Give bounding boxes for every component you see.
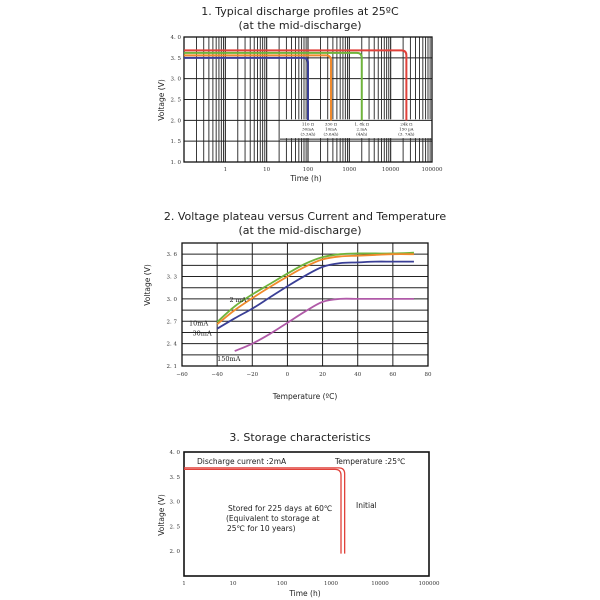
chart1-series-label: (3. 7Ah) (398, 131, 415, 137)
chart1-ytick-label: 2. 0 (170, 118, 181, 125)
chart2-xtick-label: 60 (389, 372, 397, 378)
chart2-series-line (217, 262, 414, 329)
chart3-stored-note-line3: 25℃ for 10 years) (227, 524, 296, 533)
chart1-series-label: (3.3Ah) (300, 131, 316, 137)
chart1-xtick-label: 1 (223, 167, 228, 173)
chart3-xtick-label: 100 (276, 581, 288, 587)
chart2-annotation: 30mA (192, 329, 212, 338)
chart1-series-label: (4Ah) (356, 131, 368, 137)
chart3-xtick-label: 1 (182, 581, 186, 587)
chart1-xtick-label: 100 (302, 167, 314, 173)
chart1-ytick-label: 3. 5 (170, 55, 181, 62)
chart3-initial-note: Initial (356, 501, 377, 510)
chart1-plot (171, 35, 443, 173)
chart2-xtick-label: 40 (354, 372, 362, 378)
chart2-ytick-label: 3. 0 (166, 296, 177, 303)
chart1-series-label: 330 Ω (324, 121, 338, 127)
chart2-ytick-label: 3. 6 (166, 252, 177, 259)
chart1-series-line (184, 53, 362, 121)
chart2-annotation: 150mA (217, 354, 241, 363)
chart2-annotation: 10mA (189, 319, 209, 328)
chart3-xtick-label: 10 (229, 581, 237, 587)
chart3-ytick-label: 2. 5 (169, 524, 180, 531)
chart2-xtick-label: −40 (211, 372, 223, 378)
chart2-ytick-label: 2. 1 (166, 364, 177, 370)
chart1-subtitle: (at the mid-discharge) (238, 19, 362, 32)
chart3-stored-note-line1: Stored for 225 days at 60℃ (228, 504, 333, 513)
chart2-xtick-label: 80 (424, 372, 432, 378)
chart3-title: 3. Storage characteristics (229, 431, 371, 444)
chart1-ytick-label: 4. 0 (170, 35, 181, 41)
chart3-ytick-label: 2. 0 (169, 549, 180, 556)
chart2-xtick-label: 20 (319, 372, 327, 378)
chart2-ytick-label: 3. 3 (166, 274, 177, 281)
chart3-stored-note-line2: (Equivalent to storage at (226, 514, 320, 523)
chart1-series-label: 2.mA (356, 126, 368, 132)
chart1-xtick-label: 10 (263, 167, 271, 173)
chart3-xtick-label: 1000 (324, 581, 338, 587)
chart1-series-label: 150 µA (399, 126, 414, 132)
chart2-xtick-label: −20 (246, 372, 259, 378)
chart2-xlabel: Temperature (ºC) (272, 392, 338, 401)
chart3-xtick-label: 100000 (418, 581, 440, 587)
chart1-series-line (184, 58, 308, 121)
chart2-ytick-label: 2. 4 (166, 341, 177, 348)
chart1-series-label: 110 Ω (301, 121, 315, 127)
chart1-ytick-label: 1. 5 (170, 139, 181, 146)
chart1-series-label: 30mA (302, 126, 314, 132)
chart2-subtitle: (at the mid-discharge) (238, 224, 362, 237)
chart3-ytick-label: 4. 0 (169, 450, 180, 456)
chart2-xtick-label: −60 (176, 372, 188, 378)
chart1-xlabel: Time (h) (290, 174, 322, 183)
chart2-annotation: 2 mA (229, 295, 247, 304)
chart1-xtick-label: 100000 (421, 167, 443, 173)
chart3-ylabel: Voltage (V) (157, 494, 166, 536)
chart1-ytick-label: 2. 5 (170, 97, 181, 104)
chart2-title: 2. Voltage plateau versus Current and Temperature (163, 210, 447, 223)
chart3-temperature-note: Temperature :25℃ (335, 457, 406, 466)
chart3-ytick-label: 3. 5 (169, 474, 180, 481)
chart2-plot (167, 243, 432, 378)
chart1-series-label: (3.6Ah) (323, 131, 339, 137)
chart1-ytick-label: 1. 0 (170, 160, 181, 166)
chart2-ylabel: Voltage (V) (143, 264, 152, 306)
chart1-series-label: 10mA (325, 126, 337, 132)
chart1-series-label: 1. 8k Ω (354, 121, 370, 127)
chart1-series-label: 24k Ω (400, 121, 413, 127)
chart1-xtick-label: 1000 (342, 167, 357, 173)
chart1-ylabel: Voltage (V) (157, 79, 166, 121)
chart2-ytick-label: 2. 7 (166, 319, 177, 326)
chart2-xtick-label: 0 (285, 372, 290, 378)
chart2-series-line (217, 254, 414, 324)
chart3-xtick-label: 10000 (371, 581, 389, 587)
chart1-ytick-label: 3. 0 (170, 76, 181, 83)
chart1-title: 1. Typical discharge profiles at 25ºC (201, 5, 399, 18)
chart3-xlabel: Time (h) (289, 589, 321, 598)
chart1-xtick-label: 10000 (381, 167, 400, 173)
chart3-discharge-note: Discharge current :2mA (197, 457, 287, 466)
chart3-ytick-label: 3. 0 (169, 499, 180, 506)
